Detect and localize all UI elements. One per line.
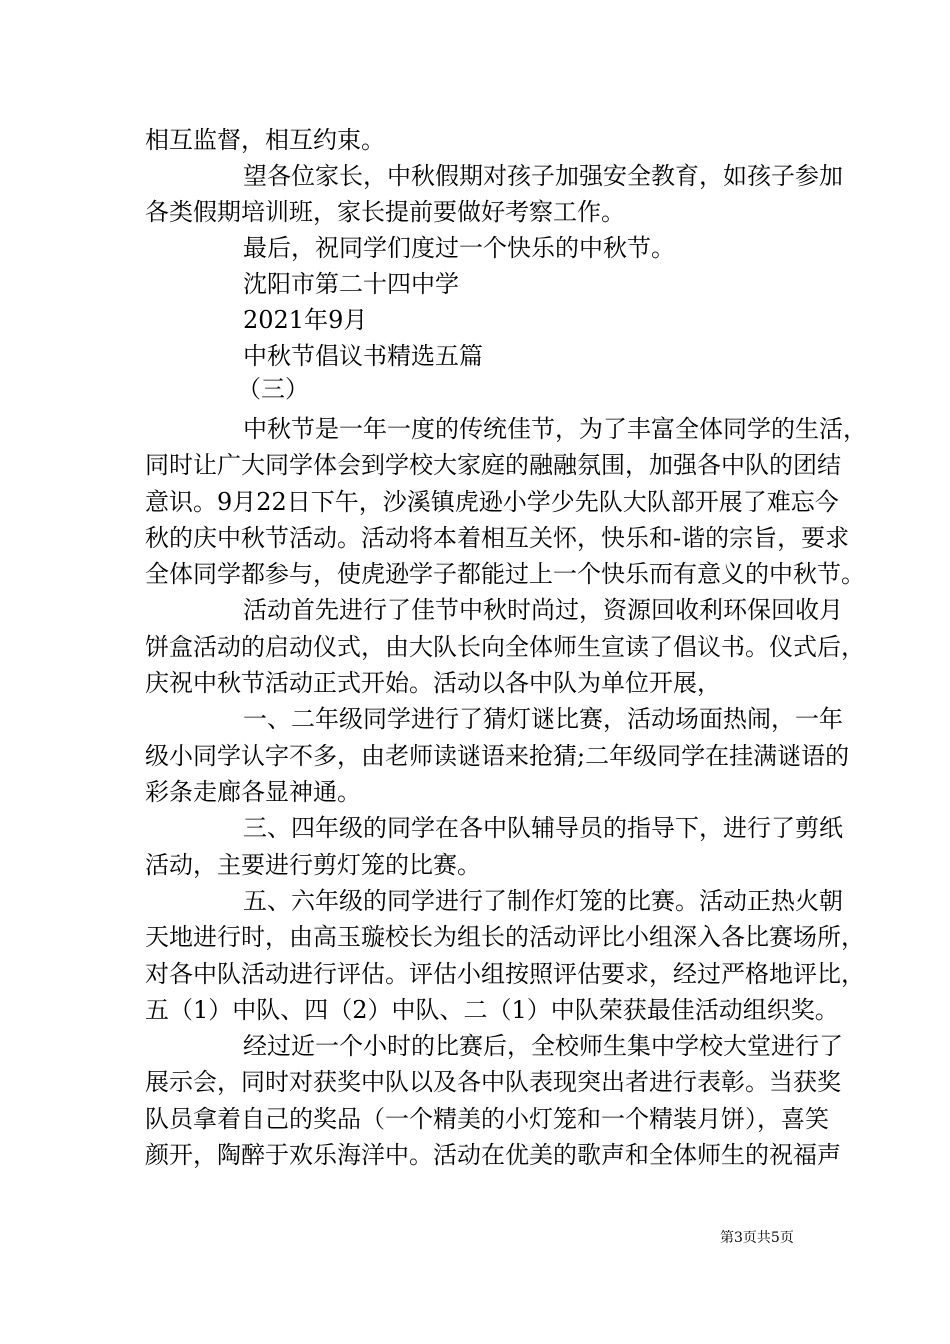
text-line: 同时让广大同学体会到学校大家庭的融融氛围，加强各中队的团结 bbox=[145, 451, 841, 479]
section-title: 中秋节倡议书精选五篇 bbox=[243, 342, 483, 370]
text-line: 望各位家长，中秋假期对孩子加强安全教育，如孩子参加 bbox=[243, 162, 843, 190]
text-line: 活动，主要进行剪灯笼的比赛。 bbox=[145, 851, 481, 879]
text-line: 经过近一个小时的比赛后，全校师生集中学校大堂进行了 bbox=[243, 1032, 843, 1060]
text-line: 三、四年级的同学在各中队辅导员的指导下，进行了剪纸 bbox=[243, 814, 843, 842]
text-line: 庆祝中秋节活动正式开始。活动以各中队为单位开展， bbox=[145, 669, 721, 697]
text-line: 一、二年级同学进行了猜灯谜比赛，活动场面热闹，一年 bbox=[243, 705, 843, 733]
page-number: 第3页共5页 bbox=[720, 1230, 794, 1246]
text-line: 沈阳市第二十四中学 bbox=[243, 270, 459, 298]
text-line: 天地进行时，由高玉璇校长为组长的活动评比小组深入各比赛场所， bbox=[145, 923, 865, 951]
text-line: 意识。9月22日下午，沙溪镇虎逊小学少先队大队部开展了难忘今 bbox=[145, 488, 839, 516]
text-line: 活动首先进行了佳节中秋时尚过，资源回收利环保回收月 bbox=[243, 596, 843, 624]
text-line: 全体同学都参与，使虎逊学子都能过上一个快乐而有意义的中秋节。 bbox=[145, 560, 865, 588]
text-line: 最后，祝同学们度过一个快乐的中秋节。 bbox=[243, 234, 675, 262]
text-line: 展示会，同时对获奖中队以及各中队表现突出者进行表彰。当获奖 bbox=[145, 1068, 841, 1096]
text-line: 2021年9月 bbox=[243, 306, 368, 334]
text-line: 相互监督，相互约束。 bbox=[145, 126, 385, 154]
text-line: 各类假期培训班，家长提前要做好考察工作。 bbox=[145, 198, 625, 226]
text-line: 饼盒活动的启动仪式，由大队长向全体师生宣读了倡议书。仪式后， bbox=[145, 633, 865, 661]
text-line: 级小同学认字不多，由老师读谜语来抢猜;二年级同学在挂满谜语的 bbox=[145, 742, 850, 770]
text-line: 五（1）中队、四（2）中队、二（1）中队荣获最佳活动组织奖。 bbox=[145, 996, 839, 1024]
text-line: 颜开，陶醉于欢乐海洋中。活动在优美的歌声和全体师生的祝福声 bbox=[145, 1141, 841, 1169]
text-line: 中秋节是一年一度的传统佳节，为了丰富全体同学的生活， bbox=[243, 415, 867, 443]
text-line: 彩条走廊各显神通。 bbox=[145, 778, 361, 806]
text-line: 对各中队活动进行评估。评估小组按照评估要求，经过严格地评比， bbox=[145, 960, 865, 988]
section-number: （三） bbox=[237, 375, 309, 403]
text-line: 秋的庆中秋节活动。活动将本着相互关怀，快乐和-谐的宗旨，要求 bbox=[145, 524, 850, 552]
text-line: 五、六年级的同学进行了制作灯笼的比赛。活动正热火朝 bbox=[243, 887, 843, 915]
text-line: 队员拿着自己的奖品（一个精美的小灯笼和一个精装月饼），喜笑 bbox=[145, 1105, 829, 1133]
